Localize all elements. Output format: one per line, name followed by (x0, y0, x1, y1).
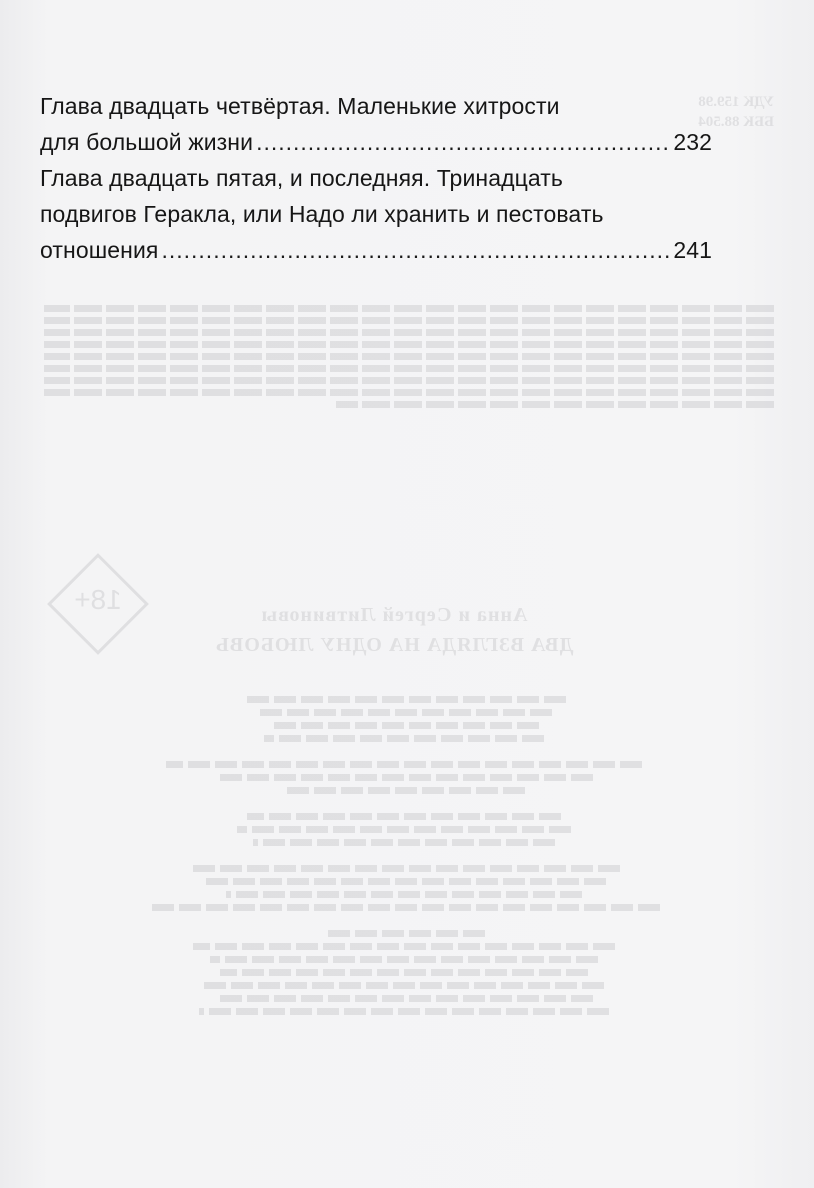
toc-entry-title-text: Глава двадцать пятая, и последняя. Тринадцать (40, 165, 563, 191)
table-of-contents (40, 88, 712, 268)
imprint-authors: Анна и Сергей Литвиновы (260, 604, 528, 626)
toc-entry-chapter-25 (40, 160, 712, 268)
annotation-block (44, 300, 774, 413)
dot-leader (161, 232, 671, 268)
toc-page-number: 232 (673, 129, 712, 155)
toc-entry-chapter-24 (40, 88, 712, 160)
toc-entry-title-text: Глава двадцать четвёртая. Маленькие хитрости (40, 93, 560, 119)
toc-entry-title-line (40, 196, 712, 232)
age-rating-badge (47, 553, 149, 655)
toc-entry-title-line (40, 88, 712, 124)
imprint-details (134, 690, 674, 1020)
toc-entry-title-text: отношения (40, 237, 159, 263)
imprint-title (174, 600, 614, 660)
dot-leader (256, 124, 671, 160)
udk-code: УДК 159.98 (698, 94, 774, 110)
toc-entry-title-text: подвигов Геракла, или Надо ли хранить и пестовать (40, 201, 604, 227)
bbk-code: ББК 88.504 (698, 114, 774, 130)
toc-entry-title-line (40, 160, 712, 196)
toc-entry-last-line (40, 232, 712, 268)
toc-entry-title-text: для большой жизни (40, 129, 254, 155)
toc-entry-last-line (40, 124, 712, 160)
imprint-book-title: ДВА ВЗГЛЯДА НА ОДНУ ЛЮБОВЬ (214, 634, 574, 656)
toc-page-number: 241 (673, 237, 712, 263)
age-rating-label: 18+ (74, 584, 122, 615)
